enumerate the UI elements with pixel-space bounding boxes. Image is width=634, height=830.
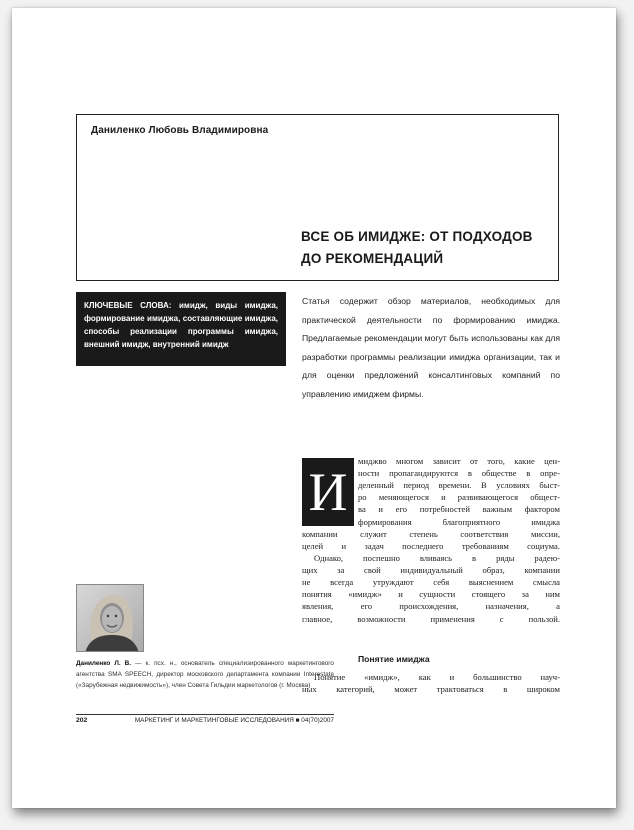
- body-line: ных категорий, может трактоваться в широком: [302, 684, 560, 695]
- body-line: формирования благоприятного имиджа: [358, 516, 560, 527]
- body-line: главное, возможности применения с пользой.: [302, 613, 560, 624]
- body-line: не всегда утруждают себя выяснением смысла: [302, 577, 560, 588]
- journal-page: [12, 8, 616, 808]
- author-name: Даниленко Любовь Владимировна: [91, 125, 269, 136]
- title-line-1: ВСЕ ОБ ИМИДЖЕ: ОТ ПОДХОДОВ: [301, 229, 533, 244]
- body-line: щих за свой индивидуальный образ, компании: [302, 565, 560, 576]
- author-portrait-icon: [77, 585, 144, 652]
- article-title: [301, 226, 551, 270]
- footer-rule: [76, 714, 334, 715]
- bio-text: — к. псх. н., основатель специализированного маркетингового агентства SMA SPEECH, директор московского департамента компании Interestate («Зарубежная недвижимость»), член Совета Гильдии маркетологов (г. Москва): [76, 660, 334, 689]
- bio-name: Даниленко Л. В.: [76, 660, 132, 667]
- body-line: ро меняющегося и развивающегося общест-: [358, 492, 560, 503]
- journal-footer: МАРКЕТИНГ И МАРКЕТИНГОВЫЕ ИССЛЕДОВАНИЯ ■ 04(70)2007: [134, 717, 334, 724]
- body-line: ва и его потребностей важным фактором: [358, 504, 560, 515]
- body-line: явления, его происхождения, назначения, а: [302, 601, 560, 612]
- author-bio: [76, 658, 334, 691]
- body-line: понятия «имидж» и сущности стоящего за ним: [302, 589, 560, 600]
- author-photo: [76, 584, 144, 652]
- keywords-box: КЛЮЧЕВЫЕ СЛОВА: имидж, виды имиджа, формирование имиджа, составляющие имиджа, способы реализации программы имиджа, внешний имидж, внутренний имидж: [76, 292, 286, 366]
- header-frame: [76, 114, 559, 281]
- title-line-2: ДО РЕКОМЕНДАЦИЙ: [301, 251, 444, 266]
- body-line: компании служит степень соответствия миссии,: [302, 528, 560, 539]
- body-line: ности пропагандируются в обществе в опре-: [358, 468, 560, 479]
- page-number: 202: [76, 717, 88, 724]
- body-line: Понятие «имидж», как и большинство науч-: [314, 672, 560, 682]
- body-line: целей и задач последнего требованиям социума.: [302, 540, 560, 551]
- body-line: деленный период времени. В условиях быст-: [358, 480, 560, 491]
- abstract: Статья содержит обзор материалов, необходимых для практической деятельности по формированию имиджа. Предлагаемые рекомендации могут быть использованы как для разработки программы реализации имиджа организации, так и для оценки предложений консалтинговых компаний по управлению имиджем фирмы.: [302, 296, 560, 399]
- section-heading: Понятие имиджа: [358, 654, 430, 664]
- body-line: миджво многом зависит от того, какие цен-: [358, 456, 560, 466]
- body-line: Однако, поспешно вливаясь в ряды радею-: [314, 553, 560, 563]
- drop-cap: И: [302, 458, 354, 526]
